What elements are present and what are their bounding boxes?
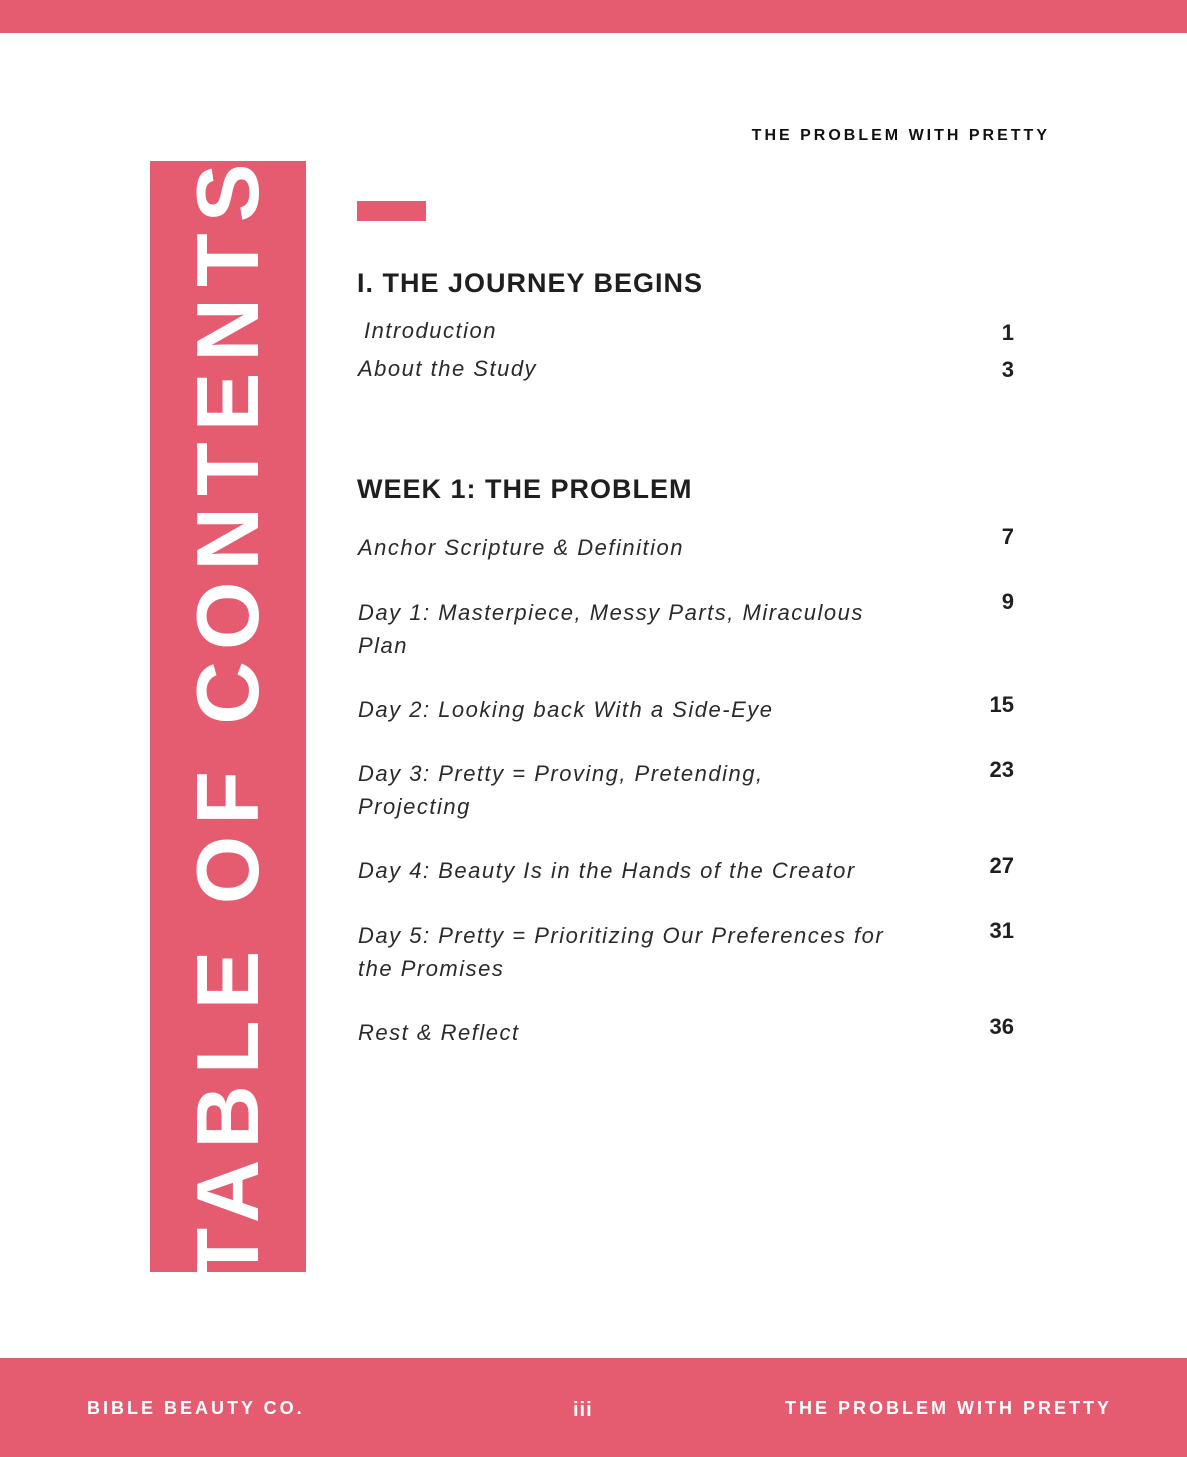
toc-page-introduction: 1 (1001, 320, 1014, 345)
footer-bar (0, 1358, 1187, 1457)
toc-entry-anchor-scripture[interactable]: Anchor Scripture & Definition (358, 535, 684, 560)
section-heading-week1: WEEK 1: THE PROBLEM (357, 474, 693, 504)
toc-page-day5: 31 (989, 918, 1014, 943)
toc-page-day1: 9 (1001, 589, 1014, 614)
toc-page-rest-reflect: 36 (989, 1014, 1014, 1039)
toc-entry-day2[interactable]: Day 2: Looking back With a Side-Eye (358, 697, 774, 722)
toc-page-about: 3 (1001, 357, 1014, 382)
sidebar-title: TABLE OF CONTENTS (178, 152, 277, 1281)
toc-page-anchor-scripture: 7 (1001, 524, 1014, 549)
toc-page-day2: 15 (989, 692, 1014, 717)
toc-entry-day5[interactable]: Day 5: Pretty = Prioritizing Our Preferences for the Promises (358, 923, 885, 981)
toc-entry-day3[interactable]: Day 3: Pretty = Proving, Pretending, Projecting (358, 761, 764, 819)
footer-page-number: iii (573, 1399, 593, 1421)
toc-entry-about[interactable]: About the Study (358, 356, 538, 381)
accent-rule (357, 201, 426, 221)
toc-entry-introduction[interactable]: Introduction (364, 318, 497, 343)
section-heading-journey: I. THE JOURNEY BEGINS (357, 268, 704, 298)
footer-title: THE PROBLEM WITH PRETTY (785, 1398, 1112, 1418)
top-accent-bar (0, 0, 1187, 33)
footer-brand: BIBLE BEAUTY CO. (87, 1398, 305, 1418)
toc-page-day4: 27 (989, 853, 1014, 878)
toc-entry-day4[interactable]: Day 4: Beauty Is in the Hands of the Creator (358, 858, 856, 883)
toc-entry-day1[interactable]: Day 1: Masterpiece, Messy Parts, Miraculous Plan (358, 600, 864, 658)
toc-entry-rest-reflect[interactable]: Rest & Reflect (358, 1020, 520, 1045)
running-header: THE PROBLEM WITH PRETTY (751, 127, 1050, 144)
toc-page-day3: 23 (989, 757, 1014, 782)
sidebar-title-band (150, 152, 306, 1281)
